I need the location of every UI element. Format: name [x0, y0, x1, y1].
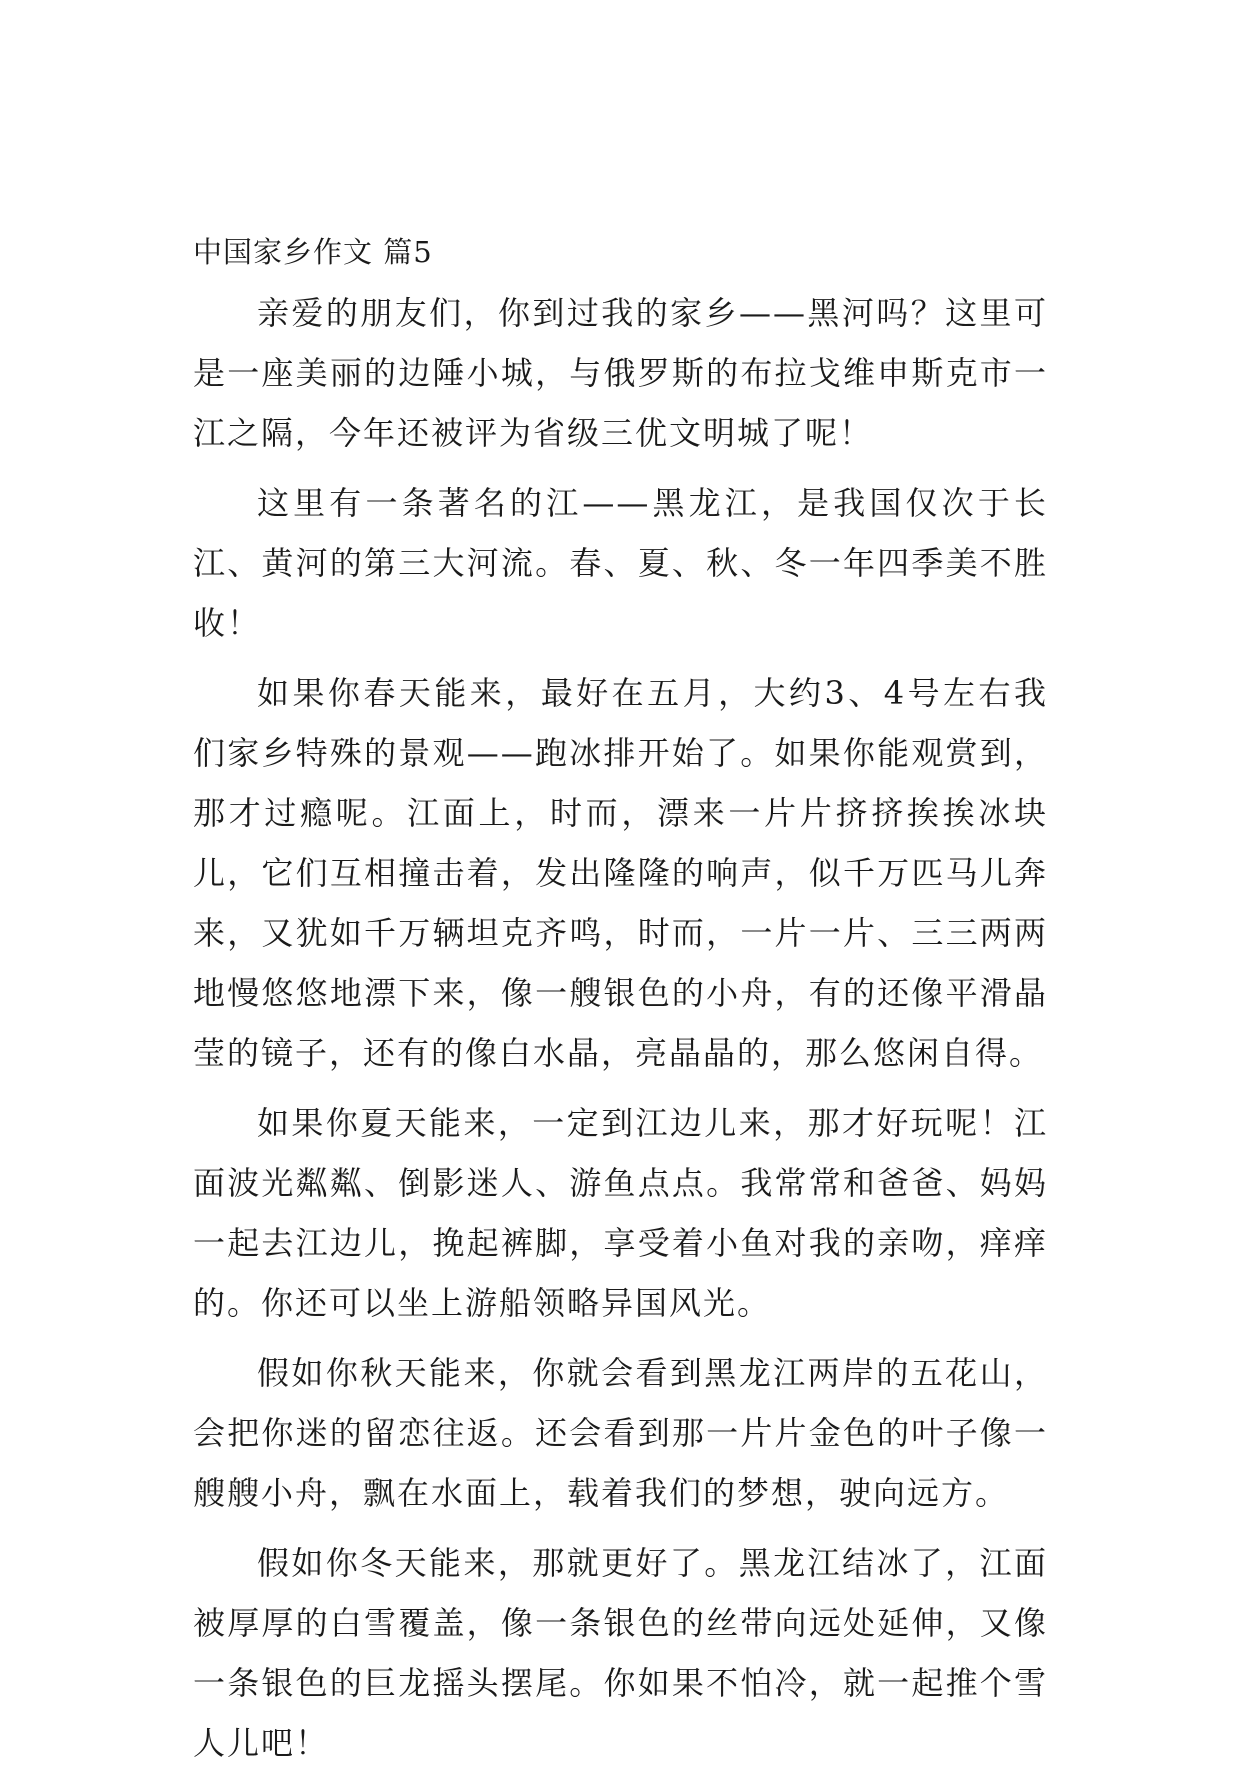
- document-title: 中国家乡作文 篇5: [193, 235, 433, 269]
- paragraph-winter: 假如你冬天能来，那就更好了。黑龙江结冰了，江面被厚厚的白雪覆盖，像一条银色的丝带向远处延伸，又像一条银色的巨龙摇头摆尾。你如果不怕冷，就一起推个雪人儿吧！: [193, 1544, 1048, 1762]
- paragraph-intro: 亲爱的朋友们，你到过我的家乡——黑河吗？这里可是一座美丽的边陲小城，与俄罗斯的布拉戈维申斯克市一江之隔，今年还被评为省级三优文明城了呢！: [193, 294, 1048, 452]
- paragraph-summer: 如果你夏天能来，一定到江边儿来，那才好玩呢！江面波光粼粼、倒影迷人、游鱼点点。我常常和爸爸、妈妈一起去江边儿，挽起裤脚，享受着小鱼对我的亲吻，痒痒的。你还可以坐上游船领略异国风光。: [193, 1104, 1048, 1322]
- document-body: [193, 225, 1048, 1783]
- paragraph-autumn: 假如你秋天能来，你就会看到黑龙江两岸的五花山，会把你迷的留恋往返。还会看到那一片片金色的叶子像一艘艘小舟，飘在水面上，载着我们的梦想，驶向远方。: [193, 1354, 1048, 1512]
- paragraph-spring: 如果你春天能来，最好在五月，大约3、4号左右我们家乡特殊的景观——跑冰排开始了。如果你能观赏到，那才过瘾呢。江面上，时而，漂来一片片挤挤挨挨冰块儿，它们互相撞击着，发出隆隆的响声，似千万匹马儿奔来，又犹如千万辆坦克齐鸣，时而，一片一片、三三两两地慢悠悠地漂下来，像一艘银色的小舟，有的还像平滑晶莹的镜子，还有的像白水晶，亮晶晶的，那么悠闲自得。: [193, 674, 1048, 1072]
- paragraph-river: 这里有一条著名的江——黑龙江，是我国仅次于长江、黄河的第三大河流。春、夏、秋、冬一年四季美不胜收！: [193, 484, 1048, 642]
